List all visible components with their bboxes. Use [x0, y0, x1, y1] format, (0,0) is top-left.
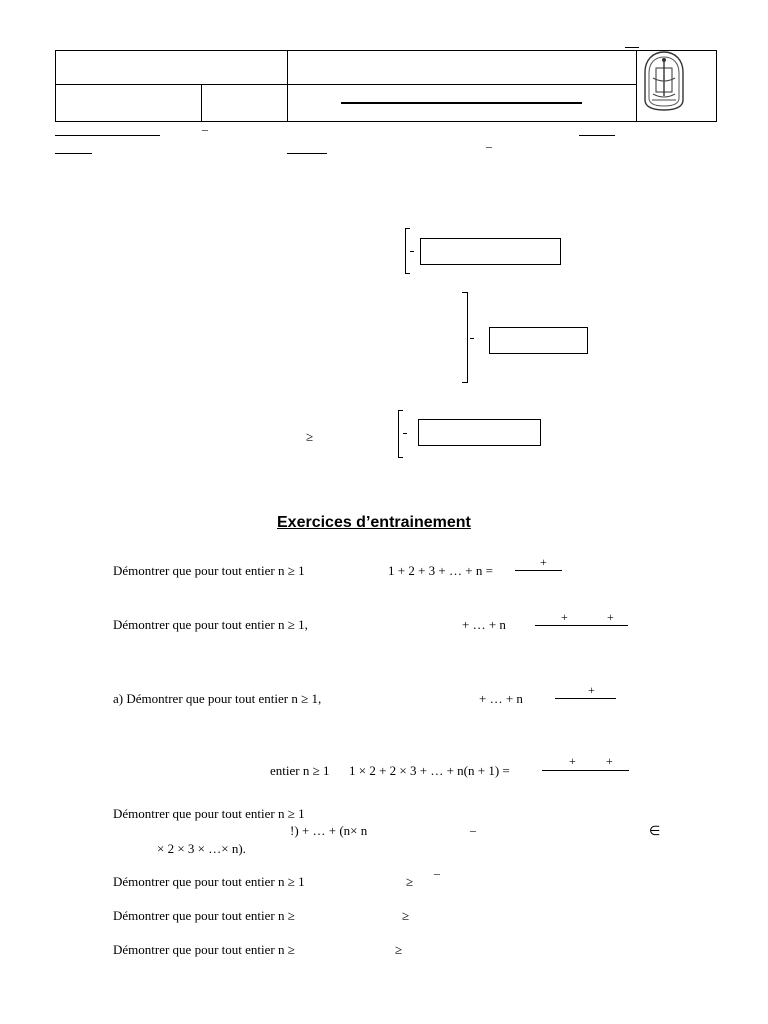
brace-3-nub — [403, 433, 407, 434]
school-emblem-icon — [639, 48, 689, 114]
exercise-3-formula: + … + n — [479, 691, 523, 706]
exercise-2-text: Démontrer que pour tout entier n ≥ 1, — [113, 617, 308, 632]
answer-box-2 — [489, 327, 588, 354]
exercise-8-geq: ≥ — [395, 942, 403, 957]
answer-box-3 — [418, 419, 541, 446]
info-dash-1: – — [202, 122, 208, 136]
header-cell-bottom-left2 — [201, 84, 288, 122]
exercise-4-formula: 1 × 2 + 2 × 3 + … + n(n + 1) = — [349, 763, 510, 778]
info-dash-2: – — [486, 139, 492, 153]
exercise-2-formula: + … + n — [462, 617, 506, 632]
info-line-4 — [287, 153, 327, 154]
exercise-4-plus-a: + — [569, 754, 576, 768]
exercise-3-text: a) Démontrer que pour tout entier n ≥ 1, — [113, 691, 322, 706]
exercise-5-text: Démontrer que pour tout entier n ≥ 1 — [113, 806, 305, 821]
exercise-6-text: Démontrer que pour tout entier n ≥ 1 — [113, 874, 305, 889]
exercise-2-plus-b: + — [607, 610, 614, 624]
exercise-2-fraction-bar — [535, 625, 628, 626]
exercise-4-plus-b: + — [606, 754, 613, 768]
info-line-2 — [579, 135, 615, 136]
exercise-3-plus: + — [588, 683, 595, 697]
header-cell-top-middle — [287, 50, 637, 85]
exercise-1-fraction-bar — [515, 570, 562, 571]
exercise-6-geq: ≥ — [406, 874, 414, 889]
logo-tick-top — [625, 47, 639, 48]
header-title-underline — [341, 102, 582, 104]
brace-3 — [398, 410, 403, 458]
header-cell-bottom-left — [55, 84, 202, 122]
info-line-3 — [55, 153, 92, 154]
exercise-1-formula: 1 + 2 + 3 + … + n = — [388, 563, 493, 578]
exercise-1-plus: + — [540, 555, 547, 569]
exercises-title: Exercices d’entrainement — [277, 514, 471, 531]
exercise-5-elem: ∈ — [649, 823, 661, 838]
info-line-1 — [55, 135, 160, 136]
exercise-5-formula: !) + … + (n× n — [290, 823, 368, 838]
exercise-6-minus: – — [434, 866, 440, 880]
exercise-7-geq: ≥ — [402, 908, 410, 923]
exercise-1-text: Démontrer que pour tout entier n ≥ 1 — [113, 563, 305, 578]
exercise-5-line3: × 2 × 3 × …× n). — [157, 841, 246, 856]
exercise-3-fraction-bar — [555, 698, 616, 699]
exercise-4-fraction-bar — [542, 770, 629, 771]
exercise-5-minus: – — [470, 823, 476, 837]
brace-2-nub — [470, 338, 474, 339]
brace-2 — [462, 292, 468, 383]
exercise-4-text: entier n ≥ 1 — [270, 763, 330, 778]
brace-1-nub — [410, 251, 414, 252]
geq-symbol-diagram: ≥ — [306, 429, 314, 444]
answer-box-1 — [420, 238, 561, 265]
header-cell-top-left — [55, 50, 288, 85]
exercise-2-plus-a: + — [561, 610, 568, 624]
exercise-7-text: Démontrer que pour tout entier n ≥ — [113, 908, 295, 923]
exercise-8-text: Démontrer que pour tout entier n ≥ — [113, 942, 295, 957]
